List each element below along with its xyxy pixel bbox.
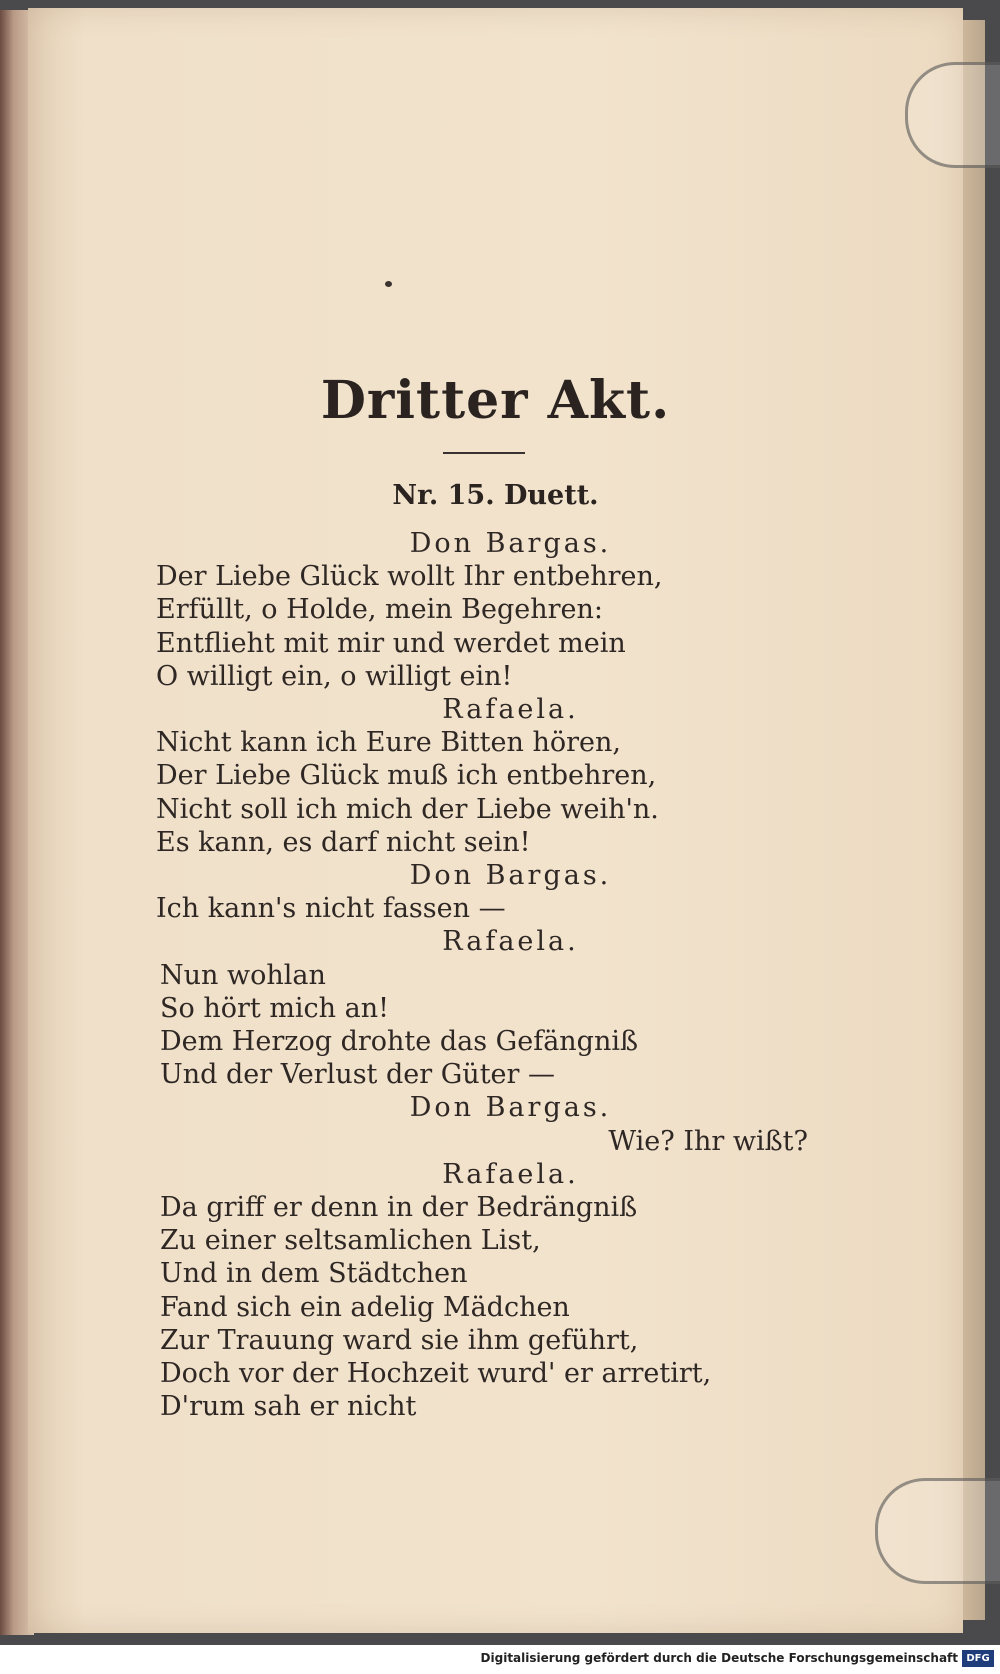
verse-line: Der Liebe Glück wollt Ihr entbehren, [156,561,663,593]
verse-line: Und in dem Städtchen [160,1258,468,1290]
verse-line: O willigt ein, o willigt ein! [156,660,513,692]
speaker-name: Don Bargas. [409,860,612,891]
page-title: Dritter Akt. [320,370,671,431]
verse-line: Es kann, es darf nicht sein! [156,826,531,858]
speaker-name: Rafaela. [442,1158,579,1190]
speaker-name: Don Bargas. [409,1092,612,1124]
footer-bar [0,1645,1000,1674]
verse-line: Fand sich ein adelig Mädchen [160,1291,570,1323]
verse-line: Zu einer seltsamlichen List, [160,1225,541,1257]
verse-line: Und der Verlust der Güter — [160,1059,556,1091]
verse-line: Der Liebe Glück muß ich entbehren, [156,760,657,792]
verse-line: Nun wohlan [160,959,326,991]
funding-credit: Digitalisierung gefördert durch die Deutsche Forschungsgemeinschaft [480,1651,958,1665]
verse-line: Erfüllt, o Holde, mein Begehren: [156,594,604,626]
verse-line: Doch vor der Hochzeit wurd' er arretirt, [160,1358,712,1389]
speaker-name: Rafaela. [442,694,579,725]
verse-line: Nicht soll ich mich der Liebe weih'n. [156,793,659,825]
page-edge [963,20,985,1620]
verse-line: Entflieht mit mir und werdet mein [156,627,626,659]
verse-line: Da griff er denn in der Bedrängniß [160,1192,638,1223]
dfg-logo: DFG [962,1650,994,1667]
verse-line: Dem Herzog drohte das Gefängniß [160,1026,639,1057]
page-clip-top [905,62,1000,168]
verse-line: Nicht kann ich Eure Bitten hören, [156,727,621,759]
verse-line: So hört mich an! [160,992,389,1024]
page-clip-bottom [875,1478,1000,1584]
verse-line: Zur Trauung ward sie ihm geführt, [160,1324,639,1356]
title-rule [443,452,525,454]
number-heading: Nr. 15. Duett. [392,480,599,511]
verse-line: D'rum sah er nicht [160,1391,417,1423]
ink-speck [385,281,392,287]
verse-line: Ich kann's nicht fassen — [156,893,506,925]
verse-line: Wie? Ihr wißt? [608,1125,808,1157]
book-page [28,8,963,1633]
speaker-name: Don Bargas. [409,528,612,559]
speaker-name: Rafaela. [442,926,579,958]
